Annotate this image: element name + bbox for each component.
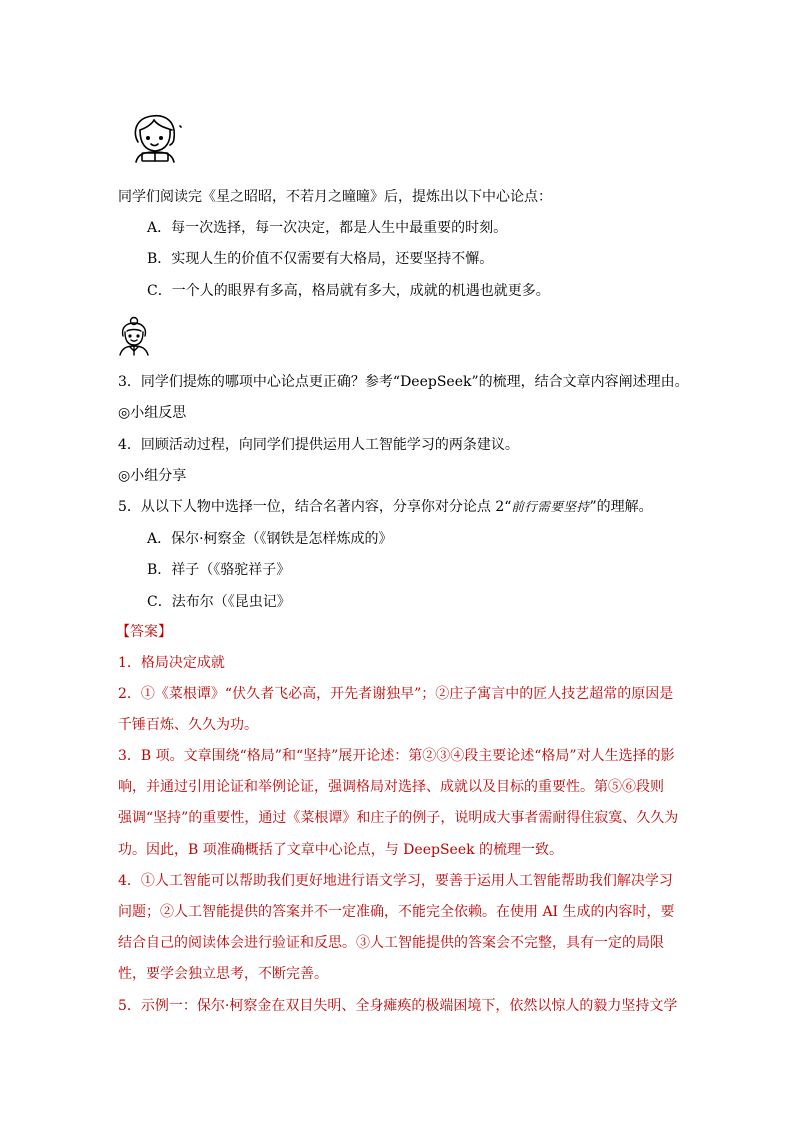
answer-line: 千锤百炼、久久为功。 xyxy=(118,717,258,733)
teacher-avatar-icon xyxy=(116,316,152,356)
answer-line: 4．①人工智能可以帮助我们更好地进行语文学习，要善于运用人工智能帮助我们解决学习 xyxy=(118,873,673,889)
answer-line: 功。因此，B 项准确概括了文章中心论点，与 DeepSeek 的梳理一致。 xyxy=(118,842,564,858)
person-option-a: A．保尔·柯察金（《钢铁是怎样炼成的》 xyxy=(147,531,393,547)
option-c: C．一个人的眼界有多高，格局就有多大，成就的机遇也就更多。 xyxy=(147,283,550,299)
answer-line: 1．格局决定成就 xyxy=(118,655,225,671)
answer-line: 3．B 项。文章围绕“格局”和“坚持”展开论述：第②③④段主要论述“格局”对人生选择的影 xyxy=(118,748,675,764)
question-4: 4．回顾活动过程，向同学们提供运用人工智能学习的两条建议。 xyxy=(118,437,519,453)
question-5-quote: 前行需要坚持 xyxy=(511,499,590,514)
answer-line: 强调“坚持”的重要性，通过《菜根谭》和庄子的例子，说明成大事者需耐得住寂寞、久久为 xyxy=(118,810,679,826)
answer-line: 结合自己的阅读体会进行验证和反思。③人工智能提供的答案会不完整，具有一定的局限 xyxy=(118,935,664,951)
question-5-end: ”的理解。 xyxy=(589,499,653,515)
answer-line: 响，并通过引用论证和举例论证，强调格局对选择、成就以及目标的重要性。第⑤⑥段则 xyxy=(118,779,664,795)
student-avatar-icon xyxy=(128,112,184,166)
answer-line: 问题；②人工智能提供的答案并不一定准确，不能完全依赖。在使用 AI 生成的内容时，要 xyxy=(118,904,675,920)
answer-line: 2．①《菜根谭》“伏久者飞必高，开先者谢独早”；②庄子寓言中的匠人技艺超常的原因是 xyxy=(118,686,674,702)
option-a: A．每一次选择，每一次决定，都是人生中最重要的时刻。 xyxy=(147,220,508,236)
group-share-heading: ◎小组分享 xyxy=(118,468,187,484)
answer-line: 性，要学会独立思考，不断完善。 xyxy=(118,966,328,982)
person-option-b: B．祥子（《骆驼祥子》 xyxy=(147,562,291,578)
group-reflection-heading: ◎小组反思 xyxy=(118,405,187,421)
question-5 xyxy=(118,497,653,517)
intro-text: 同学们阅读完《星之昭昭，不若月之曈曈》后，提炼出以下中心论点： xyxy=(118,189,552,205)
person-option-c: C．法布尔（《昆虫记》 xyxy=(147,594,291,610)
question-5-text: 5．从以下人物中选择一位，结合名著内容，分享你对分论点 2“ xyxy=(118,499,512,515)
option-b: B．实现人生的价值不仅需要有大格局，还要坚持不懈。 xyxy=(147,251,494,267)
answer-heading: 【答案】 xyxy=(116,624,172,640)
answer-line: 5．示例一：保尔·柯察金在双目失明、全身瘫痪的极端困境下，依然以惊人的毅力坚持文学 xyxy=(118,998,678,1014)
question-3: 3．同学们提炼的哪项中心论点更正确？参考“DeepSeek”的梳理，结合文章内容阐述理由。 xyxy=(118,374,689,390)
